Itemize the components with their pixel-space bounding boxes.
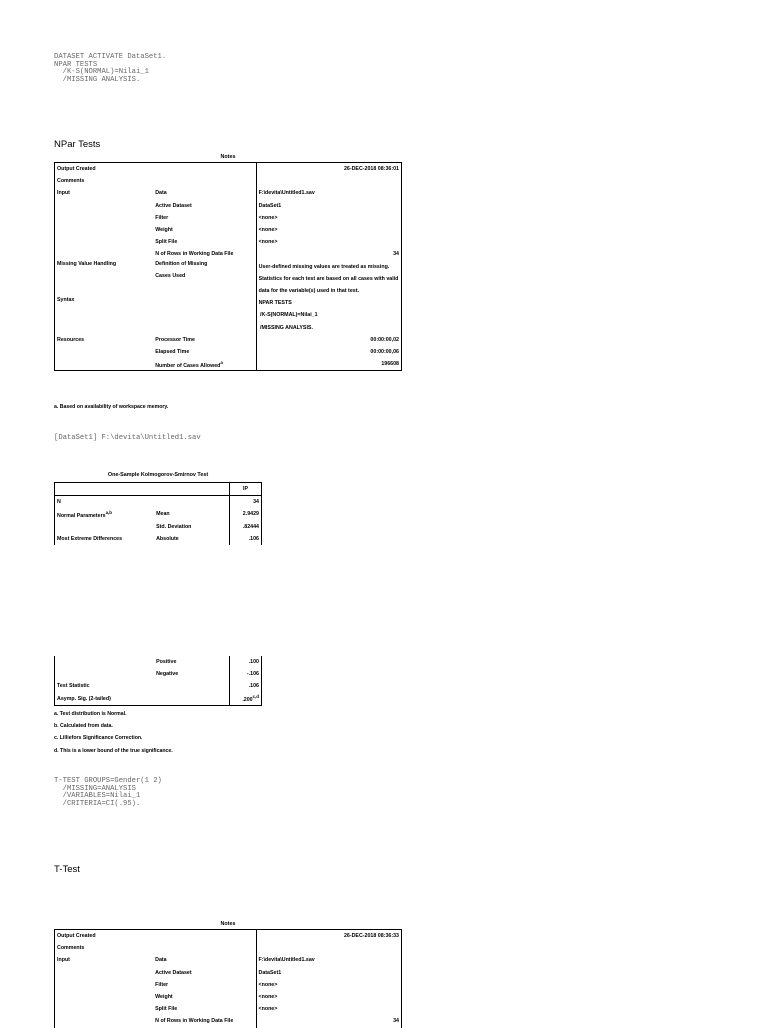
row-sublabel: Weight <box>155 227 173 234</box>
row-sublabel: Data <box>155 190 167 197</box>
row-label: Comments <box>57 945 85 952</box>
cell-value: NPAR TESTS /K-S(NORMAL)=Nilai_1 /MISSING ANALYSIS. <box>256 297 401 334</box>
npar-notes-table <box>54 162 402 371</box>
row-label: Missing Value Handling <box>57 260 117 267</box>
ttest-notes-table <box>54 929 402 1028</box>
ttest-notes-caption: Notes <box>220 921 236 927</box>
t-test-heading: T-Test <box>54 864 80 875</box>
row-sublabel: Split File <box>155 239 178 246</box>
cell-value: <none> <box>256 212 401 224</box>
syntax-block-npar: DATASET ACTIVATE DataSet1. NPAR TESTS /K-S(NORMAL)=Nilai_1 /MISSING ANALYSIS. <box>54 53 167 84</box>
cell-value: .82444 <box>230 521 262 533</box>
cell-value: <none> <box>256 991 402 1003</box>
cell-value: F:\devita\Untitled1.sav <box>256 187 401 199</box>
npar-notes-caption: Notes <box>220 154 236 160</box>
footnote-line: a. Test distribution is Normal. <box>54 711 127 717</box>
row-sublabel: Filter <box>155 214 169 221</box>
row-label: Asymp. Sig. (2-tailed) <box>57 695 111 702</box>
cell-value: .200$^{c,d}$ <box>230 693 262 706</box>
row-sublabel: Weight <box>155 994 173 1001</box>
row-sublabel: Positive <box>156 659 177 666</box>
cell-value: DataSet1 <box>256 200 401 212</box>
footnote-line: c. Lilliefors Significance Correction. <box>54 735 143 742</box>
ks-caption: One-Sample Kolmogorov-Smirnov Test <box>107 472 209 478</box>
row-sublabel: Elapsed Time <box>155 349 190 355</box>
npar-tests-heading: NPar Tests <box>54 139 101 150</box>
row-label: Input <box>57 957 70 964</box>
cell-value: .106 <box>230 533 262 545</box>
row-label: Input <box>57 190 70 197</box>
cell-value: 00:00:00,02 <box>256 334 401 346</box>
row-sublabel: N of Rows in Working Data File <box>155 251 234 258</box>
row-label: N <box>57 499 61 506</box>
cell-value: User-defined missing values are treated as missing. <box>256 261 401 273</box>
row-label: Resources <box>57 336 85 343</box>
row-label: Most Extreme Differences <box>57 535 123 542</box>
row-sublabel: Definition of Missing <box>155 260 208 267</box>
cell-value: DataSet1 <box>256 967 402 979</box>
column-header: IP <box>230 483 262 496</box>
cell-value: 2.9429 <box>230 508 262 520</box>
cell-value: 26-DEC-2018 08:36:01 <box>256 163 401 176</box>
row-sublabel: Std. Deviation <box>156 523 192 530</box>
cell-value: <none> <box>256 236 401 248</box>
row-sublabel: Filter <box>155 981 169 988</box>
cell-value: .106 <box>230 680 262 692</box>
cell-value: 26-DEC-2018 08:36:33 <box>256 930 402 943</box>
footnote-line: d. This is a lower bound of the true significance. <box>54 747 173 754</box>
cell-value: .100 <box>230 656 262 668</box>
row-sublabel: Cases Used <box>155 272 186 279</box>
cell-value: 34 <box>256 1015 402 1027</box>
dataset-path-line: [DataSet1] F:\devita\Untitled1.sav <box>54 434 201 442</box>
cell-value: F:\devita\Untitled1.sav <box>256 954 402 966</box>
syntax-block-ttest: T-TEST GROUPS=Gender(1 2) /MISSING=ANALYSIS /VARIABLES=Nilai_1 /CRITERIA=CI(.95). <box>54 777 162 808</box>
row-label: Test Statistic <box>57 683 90 690</box>
row-sublabel: Number of Cases Allowed$^a$ <box>155 359 223 369</box>
row-label: Output Created <box>57 166 96 173</box>
cell-value: -.106 <box>230 668 262 680</box>
row-sublabel: N of Rows in Working Data File <box>155 1018 234 1025</box>
row-sublabel: Absolute <box>156 535 179 542</box>
cell-value: 196608 <box>256 358 401 371</box>
cell-value: <none> <box>256 224 401 236</box>
row-label: Comments <box>57 178 85 185</box>
row-sublabel: Negative <box>156 671 179 678</box>
cell-value: 34 <box>256 248 401 260</box>
ks-table-top <box>54 482 262 545</box>
row-label: Normal Parameters$^{a,b}$ <box>57 510 112 519</box>
cell-value: 34 <box>230 496 262 509</box>
cell-value: Statistics for each test are based on all cases with valid data for the variable(s) used in that test. <box>256 273 401 297</box>
npar-footnote: a. Based on availability of workspace memory. <box>54 404 169 410</box>
footnote-line: b. Calculated from data. <box>54 723 113 730</box>
row-sublabel: Processor Time <box>155 336 195 343</box>
ks-footnotes <box>54 708 173 757</box>
ks-table-bottom <box>54 656 262 706</box>
row-label: Output Created <box>57 933 96 940</box>
cell-value: 00:00:00,06 <box>256 346 401 358</box>
cell-value: <none> <box>256 1003 402 1015</box>
row-sublabel: Active Dataset <box>155 969 192 976</box>
row-sublabel: Split File <box>155 1006 178 1013</box>
row-sublabel: Data <box>155 957 167 964</box>
row-sublabel: Mean <box>156 511 170 518</box>
row-sublabel: Active Dataset <box>155 202 192 209</box>
cell-value: <none> <box>256 979 402 991</box>
row-label: Syntax <box>57 297 75 304</box>
